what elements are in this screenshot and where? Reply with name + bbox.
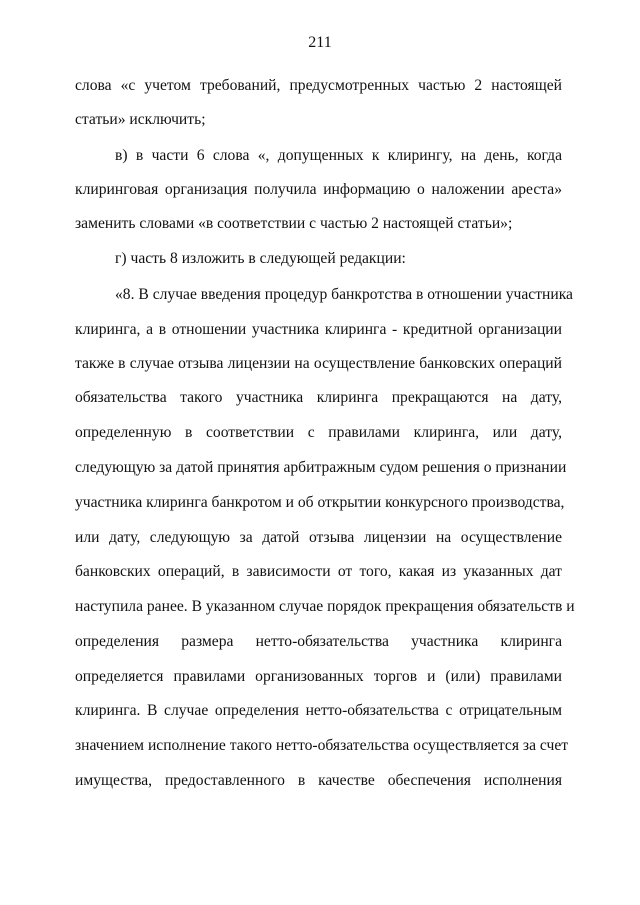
text-line: статьи» исключить; bbox=[75, 111, 206, 128]
text-line: г) часть 8 изложить в следующей редакции: bbox=[115, 250, 406, 267]
text-line: слова «с учетом требований, предусмотренных частью 2 настоящей bbox=[75, 77, 562, 94]
text-line: следующую за датой принятия арбитражным судом решения о признании bbox=[75, 459, 567, 476]
text-line: также в случае отзыва лицензии на осуществление банковских операций bbox=[75, 355, 562, 372]
text-line: в) в части 6 слова «, допущенных к клирингу, на день, когда bbox=[115, 147, 562, 164]
text-line: банковских операций, в зависимости от того, какая из указанных дат bbox=[75, 563, 562, 580]
text-line: клиринговая организация получила информацию о наложении ареста» bbox=[75, 181, 562, 198]
text-line: определенную в соответствии с правилами клиринга, или дату, bbox=[75, 424, 562, 441]
text-line: заменить словами «в соответствии с частью 2 настоящей статьи»; bbox=[75, 215, 513, 232]
text-line: обязательства такого участника клиринга прекращаются на дату, bbox=[75, 389, 562, 406]
text-line: значением исполнение такого нетто-обязательства осуществляется за счет bbox=[75, 737, 569, 754]
text-line: или дату, следующую за датой отзыва лицензии на осуществление bbox=[75, 529, 562, 546]
text-line: участника клиринга банкротом и об открытии конкурсного производства, bbox=[75, 494, 565, 511]
text-line: имущества, предоставленного в качестве обеспечения исполнения bbox=[75, 772, 562, 789]
page-number: 211 bbox=[308, 34, 332, 51]
text-line: определяется правилами организованных торгов и (или) правилами bbox=[75, 668, 562, 685]
text-line: наступила ранее. В указанном случае порядок прекращения обязательств и bbox=[75, 598, 575, 615]
text-line: клиринга, а в отношении участника клиринга - кредитной организации bbox=[75, 321, 562, 338]
text-line: «8. В случае введения процедур банкротства в отношении участника bbox=[115, 286, 573, 303]
text-line: клиринга. В случае определения нетто-обязательства с отрицательным bbox=[75, 702, 562, 719]
text-line: определения размера нетто-обязательства участника клиринга bbox=[75, 633, 562, 650]
